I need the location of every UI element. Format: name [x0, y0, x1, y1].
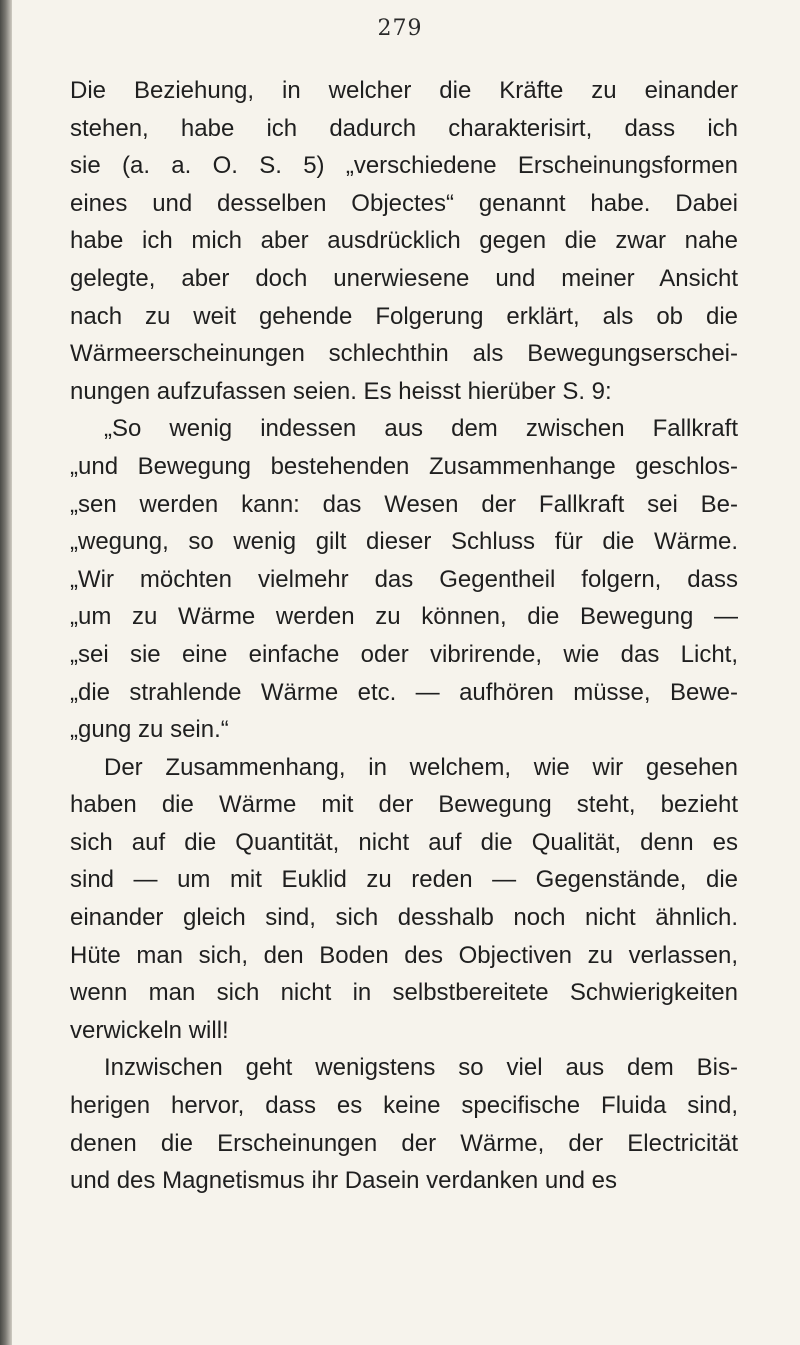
text-line: Hüte man sich, den Boden des Objectiven zu verlassen,	[70, 941, 738, 969]
text-line: „wegung, so wenig gilt dieser Schluss für die Wärme.	[70, 528, 738, 556]
text-line: nach zu weit gehende Folgerung erklärt, als ob die	[70, 302, 738, 330]
text-line: haben die Wärme mit der Bewegung steht, bezieht	[70, 791, 738, 819]
text-line: und des Magnetismus ihr Dasein verdanken und es	[70, 1167, 617, 1195]
text-line: wenn man sich nicht in selbstbereitete Schwierigkeiten	[70, 979, 738, 1007]
text-line: nungen aufzufassen seien. Es heisst hierüber S. 9:	[70, 377, 612, 405]
text-line: sie (a. a. O. S. 5) „verschiedene Erscheinungsformen	[70, 152, 738, 180]
text-line: Wärmeerscheinungen schlechthin als Bewegungserschei-	[70, 340, 738, 368]
text-line: „und Bewegung bestehenden Zusammenhange geschlos-	[70, 452, 738, 480]
text-line: herigen hervor, dass es keine specifische Fluida sind,	[70, 1092, 738, 1120]
text-line: „gung zu sein.“	[70, 716, 229, 744]
text-line: sich auf die Quantität, nicht auf die Qualität, denn es	[70, 828, 738, 856]
text-line: gelegte, aber doch unerwiesene und meiner Ansicht	[70, 264, 738, 292]
text-line: habe ich mich aber ausdrücklich gegen die zwar nahe	[70, 227, 738, 255]
text-line: Die Beziehung, in welcher die Kräfte zu einander	[70, 77, 738, 104]
text-line: denen die Erscheinungen der Wärme, der Electricität	[70, 1129, 738, 1157]
text-line: Inzwischen geht wenigstens so viel aus dem Bis-	[104, 1054, 738, 1082]
text-line: eines und desselben Objectes“ genannt habe. Dabei	[70, 189, 738, 217]
text-line: sind — um mit Euklid zu reden — Gegenstände, die	[70, 866, 738, 894]
text-line: „sei sie eine einfache oder vibrirende, wie das Licht,	[70, 640, 738, 668]
text-line: einander gleich sind, sich desshalb noch nicht ähnlich.	[70, 904, 738, 932]
body-text	[70, 72, 738, 1200]
page-number: 279	[377, 16, 423, 41]
text-line: „sen werden kann: das Wesen der Fallkraft sei Be-	[70, 490, 738, 518]
text-line: stehen, habe ich dadurch charakterisirt, dass ich	[70, 114, 738, 142]
text-line: „die strahlende Wärme etc. — aufhören müsse, Bewe-	[70, 678, 738, 706]
text-line: „Wir möchten vielmehr das Gegentheil folgern, dass	[70, 565, 738, 593]
text-line: verwickeln will!	[70, 1016, 229, 1044]
text-line: „So wenig indessen aus dem zwischen Fallkraft	[104, 415, 738, 443]
text-line: „um zu Wärme werden zu können, die Bewegung —	[70, 603, 738, 631]
text-line: Der Zusammenhang, in welchem, wie wir gesehen	[104, 753, 738, 781]
